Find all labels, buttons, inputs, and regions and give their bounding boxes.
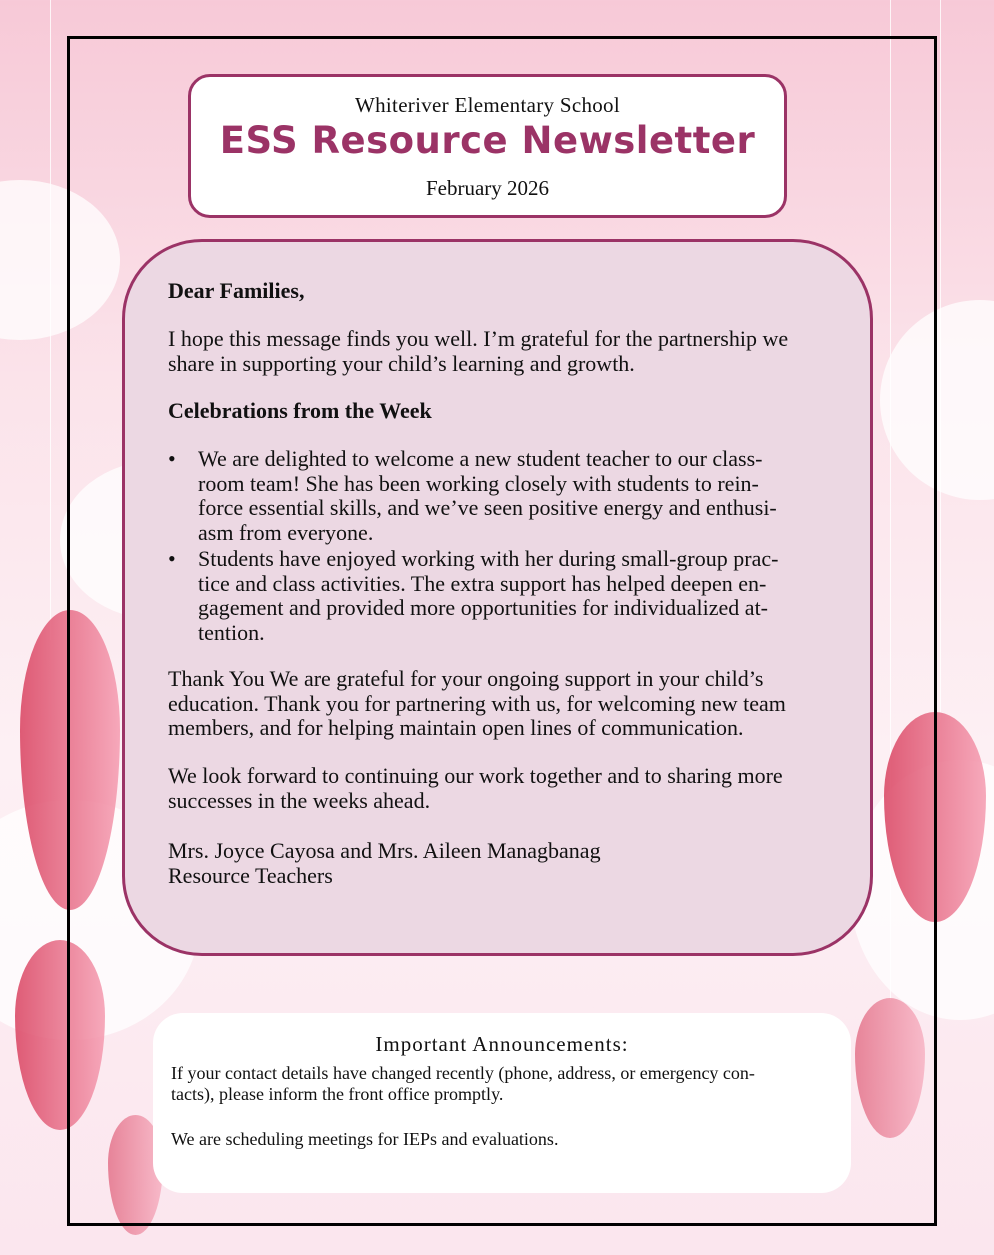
intro-paragraph — [168, 327, 788, 376]
section-heading: Celebrations from the Week — [168, 398, 432, 423]
text-line: asm from everyone. — [198, 519, 374, 545]
text-line: I hope this message finds you well. I’m grateful for the partnership we — [168, 326, 789, 351]
bullet-icon: • — [168, 546, 176, 571]
announcement-item — [171, 1129, 558, 1150]
text-line: We are delighted to welcome a new student teacher to our class- — [198, 446, 763, 471]
text-line: We are scheduling meetings for IEPs and evaluations. — [171, 1129, 559, 1149]
text-line: Students have enjoyed working with her during small-group prac- — [198, 546, 779, 571]
text-line: share in supporting your child’s learning and growth. — [168, 350, 635, 376]
newsletter-date: February 2026 — [425, 176, 550, 200]
text-line: tacts), please inform the front office promptly. — [171, 1084, 504, 1104]
text-line: education. Thank you for partnering with us, for welcoming new team — [168, 690, 786, 716]
closing-paragraph — [168, 764, 783, 813]
text-line: successes in the weeks ahead. — [168, 787, 431, 813]
text-line: members, and for helping maintain open lines of communication. — [168, 715, 744, 741]
signature-title: Resource Teachers — [168, 862, 333, 888]
bullet-item — [198, 447, 777, 545]
text-line: force essential skills, and we’ve seen positive energy and enthusi- — [198, 495, 777, 521]
school-name: Whiteriver Elementary School — [355, 93, 620, 117]
text-line: gagement and provided more opportunities for individualized at- — [198, 595, 769, 621]
text-line: tice and class activities. The extra support has helped deepen en- — [198, 570, 767, 596]
newsletter-header — [188, 74, 787, 218]
greeting: Dear Families, — [168, 278, 305, 303]
newsletter-title: ESS Resource Newsletter — [219, 119, 756, 162]
announcement-item — [171, 1063, 755, 1105]
text-line: room team! She has been working closely with students to rein- — [198, 470, 759, 496]
thanks-paragraph — [168, 667, 786, 741]
text-line: Thank You We are grateful for your ongoing support in your child’s — [168, 666, 764, 691]
bullet-icon: • — [168, 446, 176, 471]
bullet-item — [198, 547, 778, 645]
text-line: tention. — [198, 619, 265, 645]
text-line: If your contact details have changed recently (phone, address, or emergency con- — [171, 1063, 755, 1083]
announcements-heading: Important Announcements: — [375, 1032, 629, 1056]
text-line: We look forward to continuing our work together and to sharing more — [168, 763, 783, 788]
signature — [168, 839, 601, 888]
signature-names: Mrs. Joyce Cayosa and Mrs. Aileen Managbanag — [168, 838, 601, 863]
